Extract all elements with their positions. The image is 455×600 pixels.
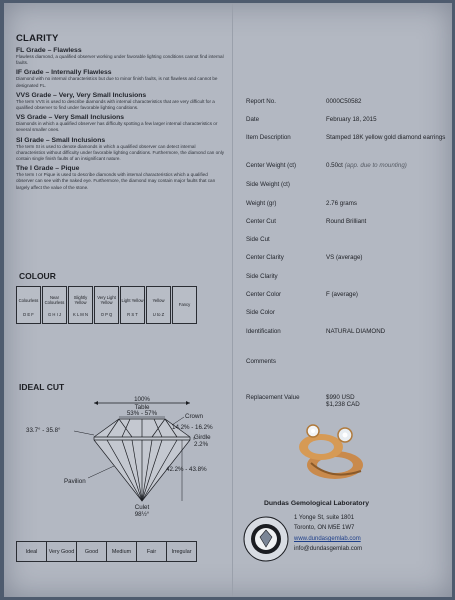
report-field-label: Side Weight (ct) xyxy=(246,181,290,188)
clarity-grade-description: Diamond with no internal characteristics but due to minor finish faults, is not flawless and cannot be designated FL. xyxy=(16,76,218,88)
ideal-cut-title: IDEAL CUT xyxy=(19,382,65,392)
crown-label: Crown xyxy=(185,413,203,420)
colour-cell-label: Yellow xyxy=(152,297,165,303)
clarity-grade-name: IF Grade – Internally Flawless xyxy=(16,69,112,77)
report-row xyxy=(246,309,446,316)
crown-angle-label: 33.7° - 35.8° xyxy=(26,427,61,434)
crown-height-label: 14.2% - 16.2% xyxy=(172,424,213,431)
report-field-label: Weight (gr) xyxy=(246,200,277,207)
lab-website-link[interactable]: www.dundasgemlab.com xyxy=(294,535,361,542)
report-row xyxy=(246,218,446,225)
clarity-grade-name: VVS Grade – Very, Very Small Inclusions xyxy=(16,91,147,99)
clarity-grade-name: VS Grade – Very Small Inclusions xyxy=(16,114,125,122)
colour-cell-letters: U to Z xyxy=(152,312,165,318)
clarity-grade-description: The term VVS is used to describe diamonds with internal characteristics that are very difficult for a qualified observer to find under favorable lighting conditions. xyxy=(16,98,215,111)
colour-cell-label: Colourless xyxy=(18,297,39,303)
report-field-label: Center Clarity xyxy=(246,254,284,261)
clarity-grade-description: Diamonds in which a qualified observer has difficulty spotting a few larger internal characteristics or several smaller ones. xyxy=(16,121,218,133)
appraisal-sheet xyxy=(4,3,452,597)
report-row xyxy=(246,273,446,280)
report-value-text: 2.76 grams xyxy=(326,200,357,207)
page-fold xyxy=(232,3,233,597)
report-value-text: $990 USD xyxy=(326,394,355,401)
colour-cell-label: Near Colourless xyxy=(44,295,65,306)
report-field-value xyxy=(326,200,446,207)
clarity-grade-name: SI Grade – Small Inclusions xyxy=(16,136,106,144)
report-row xyxy=(246,236,446,243)
report-field-label: Side Clarity xyxy=(246,273,278,280)
report-row xyxy=(246,134,446,141)
colour-cell-label: Slightly Yellow xyxy=(73,295,88,306)
report-field-value xyxy=(326,98,446,105)
report-value-note: (app. due to mounting) xyxy=(344,162,407,169)
report-row xyxy=(246,291,446,298)
report-value-text: Round Brilliant xyxy=(326,218,367,225)
diamond-profile xyxy=(94,419,190,501)
earring-photo xyxy=(291,413,369,487)
cut-grade-cell: Irregular xyxy=(171,548,192,555)
clarity-grade-name: The I Grade – Pique xyxy=(16,165,80,173)
report-value-text: VS (average) xyxy=(326,254,363,261)
colour-cell xyxy=(42,286,67,324)
report-value-text: 0000C50582 xyxy=(326,98,362,105)
report-field-value xyxy=(326,394,446,409)
report-row xyxy=(246,254,446,261)
colour-cell-label: Light Yellow xyxy=(121,297,144,303)
report-field-value xyxy=(326,291,446,298)
replacement-value-cad: $1,238 CAD xyxy=(326,401,360,409)
colour-cell-letters: K L M N xyxy=(73,312,88,318)
width-label: 100% xyxy=(134,396,150,403)
colour-cell-letters: O P Q xyxy=(100,312,113,318)
colour-scale-table xyxy=(16,286,197,324)
table-range-label: 53% - 57% xyxy=(126,410,158,417)
report-field-value xyxy=(326,236,446,243)
lab-address-line-2: Toronto, ON M5E 1W7 xyxy=(294,525,355,532)
report-field-label: Side Cut xyxy=(246,236,270,243)
cut-grade-cell: Good xyxy=(77,542,107,561)
colour-cell-letters: G H I J xyxy=(47,312,62,318)
clarity-section xyxy=(16,33,226,191)
cut-grade-cell: Fair xyxy=(137,542,167,561)
report-row xyxy=(246,358,446,365)
culet-pct-label: 98½° xyxy=(134,511,150,518)
pavilion-label: Pavilion xyxy=(64,478,86,485)
report-field-label: Date xyxy=(246,116,260,123)
report-field-value xyxy=(326,218,446,225)
report-field-value xyxy=(326,134,446,141)
report-value-text: 0.50ct xyxy=(326,162,343,169)
report-field-value xyxy=(326,116,446,123)
colour-cell xyxy=(16,286,41,324)
report-field-label: Center Color xyxy=(246,291,282,298)
colour-cell xyxy=(120,286,145,324)
lab-contact xyxy=(294,513,362,555)
report-row xyxy=(246,200,446,207)
report-row xyxy=(246,181,446,188)
ideal-cut-diagram xyxy=(22,391,222,521)
table-label: Table xyxy=(134,404,150,411)
report-field-label: Side Color xyxy=(246,309,275,316)
report-value-text: Stamped 18K yellow gold diamond earrings xyxy=(326,134,446,141)
report-field-value xyxy=(326,254,446,261)
report-value-text: NATURAL DIAMOND xyxy=(326,328,386,335)
cut-grade-table xyxy=(16,541,197,562)
colour-cell xyxy=(68,286,93,324)
clarity-grades xyxy=(16,47,226,191)
colour-cell-label: Fancy xyxy=(178,302,191,308)
clarity-title: CLARITY xyxy=(16,33,59,44)
report-value-text: February 18, 2015 xyxy=(326,116,377,123)
cut-grade-cell: Very Good xyxy=(47,542,77,561)
report-field-label: Center Weight (ct) xyxy=(246,162,297,169)
pavilion-pct-label: 42.2% - 43.8% xyxy=(166,466,207,473)
report-field-value xyxy=(326,309,446,316)
girdle-pct-label: 2.2% xyxy=(194,441,209,448)
lab-address-line-1: 1 Yonge St, suite 1801 xyxy=(294,515,355,521)
report-field-value xyxy=(326,162,446,169)
report-field-label: Report No. xyxy=(246,98,276,105)
colour-cell-letters: D E F xyxy=(23,312,34,318)
cut-grade-cell: Medium xyxy=(107,542,137,561)
culet-label: Culet xyxy=(134,504,150,511)
report-field-value xyxy=(326,273,446,280)
report-value-text: F (average) xyxy=(326,291,358,298)
report-field-label: Center Cut xyxy=(246,218,276,225)
lab-seal-logo xyxy=(242,515,290,563)
report-field-label: Replacement Value xyxy=(246,394,300,401)
report-field-value xyxy=(326,181,446,188)
lab-email[interactable]: info@dundasgemlab.com xyxy=(294,546,363,553)
colour-cell-letters: R S T xyxy=(127,312,138,318)
report-field-value xyxy=(326,328,446,335)
lab-name: Dundas Gemological Laboratory xyxy=(264,500,369,507)
report-field-label: Identification xyxy=(246,328,281,335)
clarity-grade-description: The term I or Pique is used to describe diamonds with internal characteristics which a qualified observer can see with the naked eye. Furthermore, the diamond may contain major faults that can largely affect the value of the stone. xyxy=(16,172,216,190)
report-field-label: Comments xyxy=(246,358,276,365)
cut-grade-cell: Ideal xyxy=(17,542,47,561)
colour-cell xyxy=(172,286,197,324)
girdle-label: Girdle xyxy=(194,434,211,441)
report-row xyxy=(246,162,446,169)
colour-cell-label: Very Light Yellow xyxy=(97,295,116,306)
colour-title: COLOUR xyxy=(19,271,56,281)
clarity-grade-name: FL Grade – Flawless xyxy=(16,47,82,54)
report-row xyxy=(246,116,446,123)
report-row xyxy=(246,394,446,409)
report-field-label: Item Description xyxy=(246,134,291,141)
colour-cell xyxy=(146,286,171,324)
clarity-grade-description: The term SI is used to denote diamonds in which a qualified observer can detect internal characteristics without difficulty under favorable lighting conditions. Furthermore, the diamond can only contain single finish faults of an insignificant nature. xyxy=(16,143,225,162)
report-field-value xyxy=(326,358,446,365)
report-row xyxy=(246,328,446,335)
colour-cell xyxy=(94,286,119,324)
report-row xyxy=(246,98,446,105)
clarity-grade-description: Flawless diamond, a qualified observer working under favorable lighting conditions cannot find internal faults. xyxy=(16,54,224,66)
